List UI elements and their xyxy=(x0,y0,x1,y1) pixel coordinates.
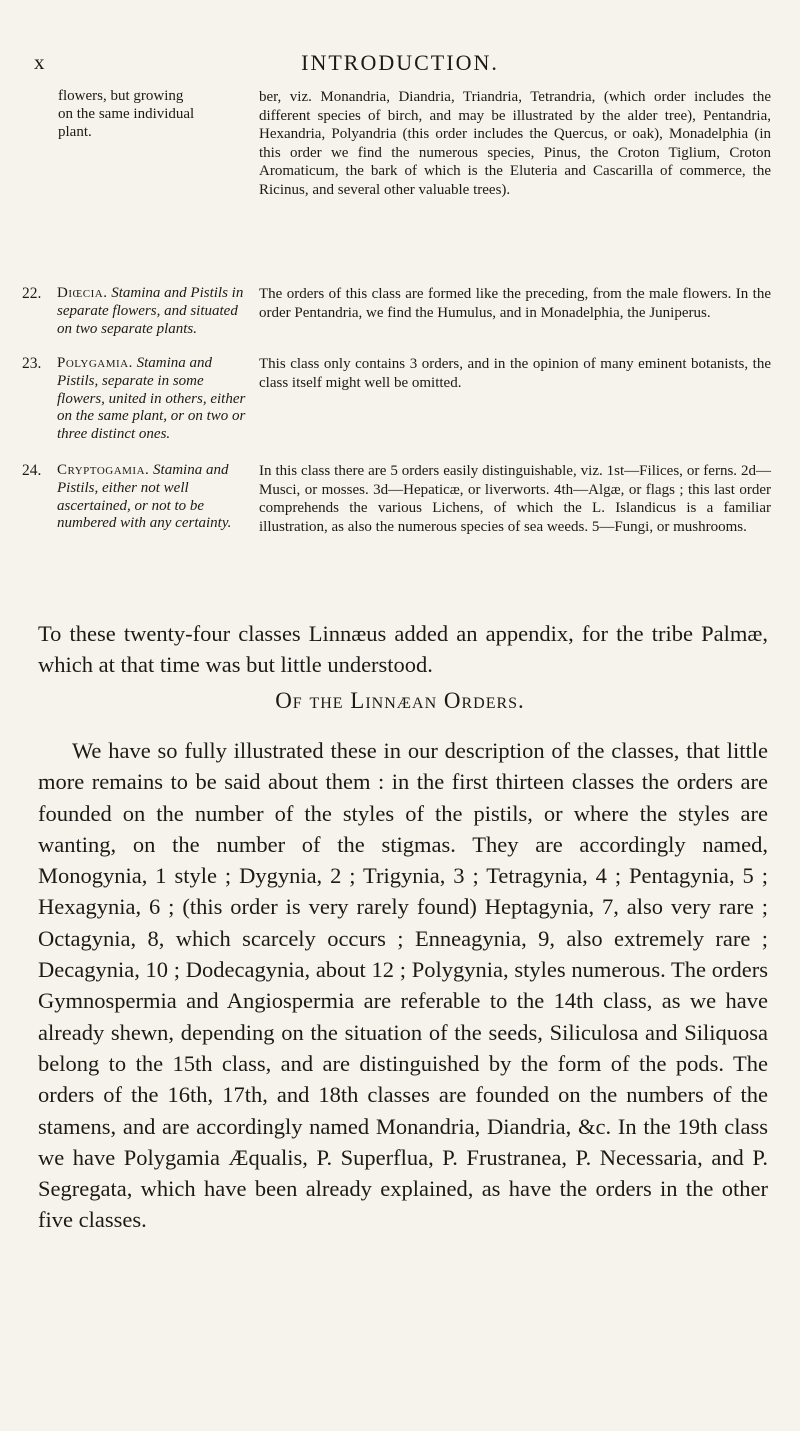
class-orders-note: This class only contains 3 orders, and in the opinion of many eminent botanists, the class itself might well be omitted. xyxy=(259,356,771,391)
class-name: Polygamia. xyxy=(57,355,133,371)
class-number: 22. xyxy=(22,285,42,302)
running-head: INTRODUCTION. xyxy=(301,50,499,75)
class-definition: flowers, but growing on the same individual plant. xyxy=(58,88,195,140)
class-name: Diœcia. xyxy=(57,285,108,301)
class-number: 24. xyxy=(22,462,42,479)
page-header xyxy=(0,50,800,80)
orders-body-paragraph: We have so fully illustrated these in our description of the classes, that little more remains to be said about them : in the first thirteen classes the orders are founded on the number of the styles of the pistils, or where the styles are wanting, on the number of the stigmas. They are accordingly named, Monogynia, 1 style ; Dygynia, 2 ; Trigynia, 3 ; Tetragynia, 4 ; Pentagynia, 5 ; Hexagynia, 6 ; (this order is very rarely found) Heptagynia, 7, also very rare ; Octagynia, 8, which scarcely occurs ; Enneagynia, 9, also extremely rare ; Decagynia, 10 ; Dodecagynia, about 12 ; Polygynia, styles numerous. The orders Gymnospermia and Angiospermia are referable to the 14th class, as we have already shewn, depending on the situation of the seeds, Siliculosa and Siliquosa belong to the 15th class, and are distinguished by the form of the pods. The orders of the 16th, 17th, and 18th classes are founded on the numbers of the stamens, and are accordingly named Monandria, Diandria, &c. In the 19th class we have Polygamia Æqualis, P. Superflua, P. Frustranea, P. Necessaria, and P. Segregata, which have been already explained, as have the orders in the other five classes. xyxy=(38,738,768,1233)
class-definition: Stamina and Pistils, either not well ascertained, or not to be numbered with any certainty. xyxy=(57,462,232,532)
page-number: x xyxy=(34,50,46,74)
section-heading: Of the Linnæan Orders. xyxy=(275,688,525,713)
class-orders-note: In this class there are 5 orders easily distinguishable, viz. 1st—Filices, or ferns. 2d—Musci, or mosses. 3d—Hepaticæ, or liverworts. 4th—Algæ, or flags ; this last order comprehends the various Lichens, of which the L. Islandicus is a familiar illustration, as also the numerous species of sea weeds. 5—Fungi, or mushrooms. xyxy=(259,463,771,535)
class-orders-note: ber, viz. Monandria, Diandria, Triandria, Tetrandria, (which order includes the different species of birch, and may be illustrated by the alder tree), Pentandria, Hexandria, Polyandria (this order includes the Quercus, or oak), Monadelphia (in this order we find the numerous species, Pinus, the Croton Tiglium, Croton Aromaticum, the bark of which is the Eluteria and Cascarilla of commerce, the Ricinus, and several other valuable trees). xyxy=(259,89,771,198)
class-description xyxy=(57,285,253,338)
class-definition: Stamina and Pistils in separate flowers, and situated on two separate plants. xyxy=(57,285,244,337)
class-definition: Stamina and Pistils, separate in some flowers, united in others, either on the same plant, or on two or three distinct ones. xyxy=(57,355,246,443)
class-orders-note: The orders of this class are formed like the preceding, from the male flowers. In the order Pentandria, we find the Humulus, and in Monadelphia, the Juniperus. xyxy=(259,286,771,321)
class-name: Cryptogamia. xyxy=(57,462,150,478)
class-description xyxy=(57,462,253,533)
class-number: 23. xyxy=(22,355,42,372)
class-description xyxy=(58,88,198,141)
appendix-paragraph: To these twenty-four classes Linnæus added an appendix, for the tribe Palmæ, which at that time was but little understood. xyxy=(38,621,768,678)
class-description xyxy=(57,355,253,444)
